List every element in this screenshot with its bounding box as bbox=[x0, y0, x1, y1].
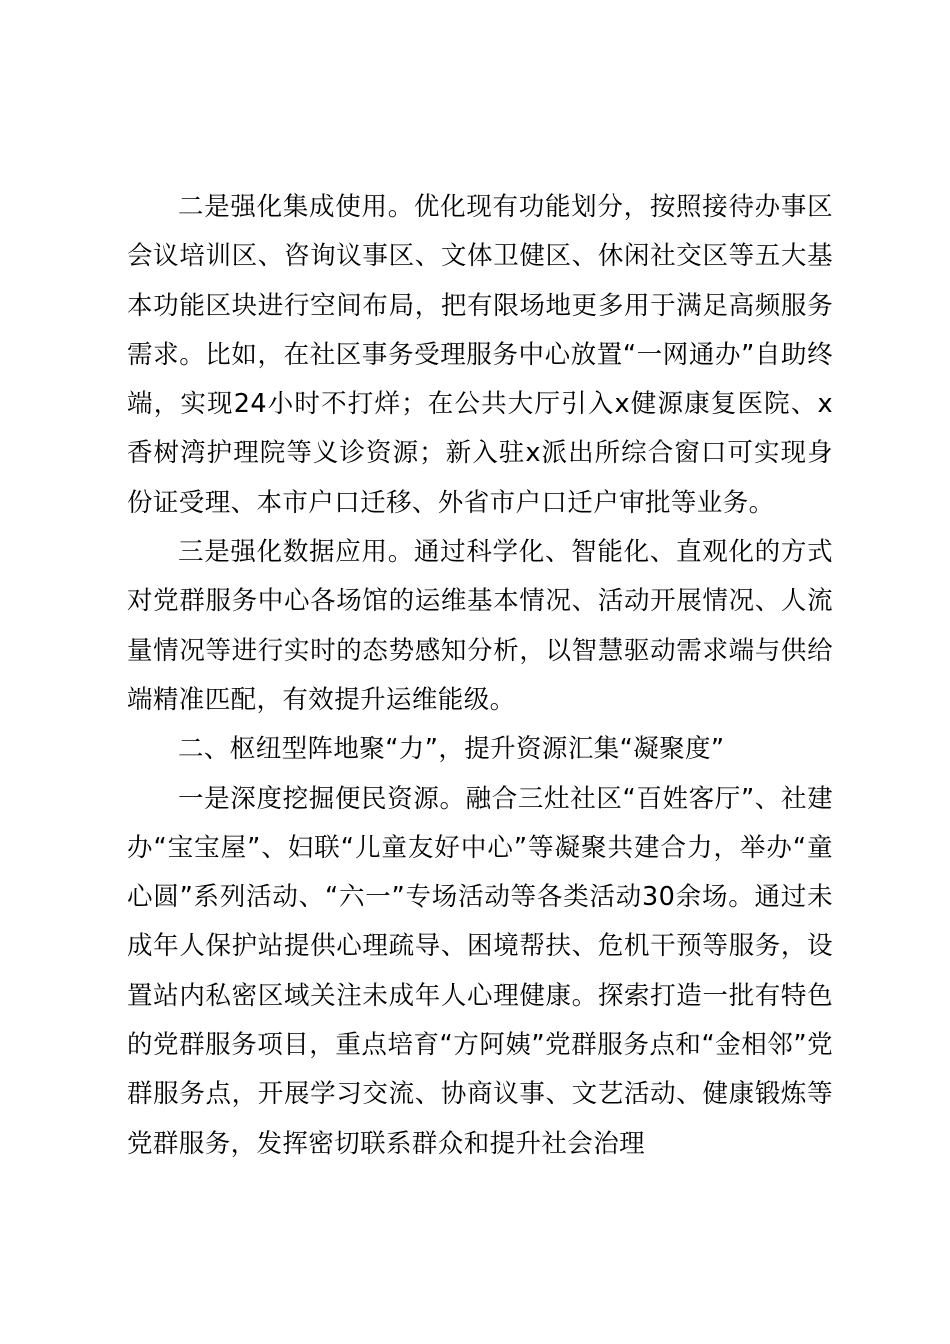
section-heading: 二、枢纽型阵地聚“力”，提升资源汇集“凝聚度” bbox=[178, 734, 725, 765]
paragraph-data-application: 三是强化数据应用。通过科学化、智能化、直观化的方式对党群服务中心各场馆的运维基本情况、活动开展情况、人流量情况等进行实时的态势感知分析，以智慧驱动需求端与供给端精准匹配，有效提升运维能级。 bbox=[127, 537, 833, 715]
paragraph-integrated-use: 二是强化集成使用。优化现有功能划分，按照接待办事区会议培训区、咨询议事区、文体卫健区、休闲社交区等五大基本功能区块进行空间布局，把有限场地更多用于满足高频服务需求。比如，在社区事务受理服务中心放置“一网通办”自助终端，实现24小时不打烊；在公共大厅引入x健源康复医院、x香树湾护理院等义诊资源；新入驻x派出所综合窗口可实现身份证受理、本市户口迁移、外省市户口迁户审批等业务。 bbox=[127, 192, 833, 518]
document-body bbox=[127, 183, 833, 1169]
paragraph-convenience-resources: 一是深度挖掘便民资源。融合三灶社区“百姓客厅”、社建办“宝宝屋”、妇联“儿童友好中心”等凝聚共建合力，举办“童心圆”系列活动、“六一”专场活动等各类活动30余场。通过未成年人保护站提供心理疏导、困境帮扶、危机干预等服务，设置站内私密区域关注未成年人心理健康。探索打造一批有特色的党群服务项目，重点培育“方阿姨”党群服务点和“金相邻”党群服务点，开展学习交流、协商议事、文艺活动、健康锻炼等党群服务，发挥密切联系群众和提升社会治理 bbox=[127, 783, 833, 1159]
